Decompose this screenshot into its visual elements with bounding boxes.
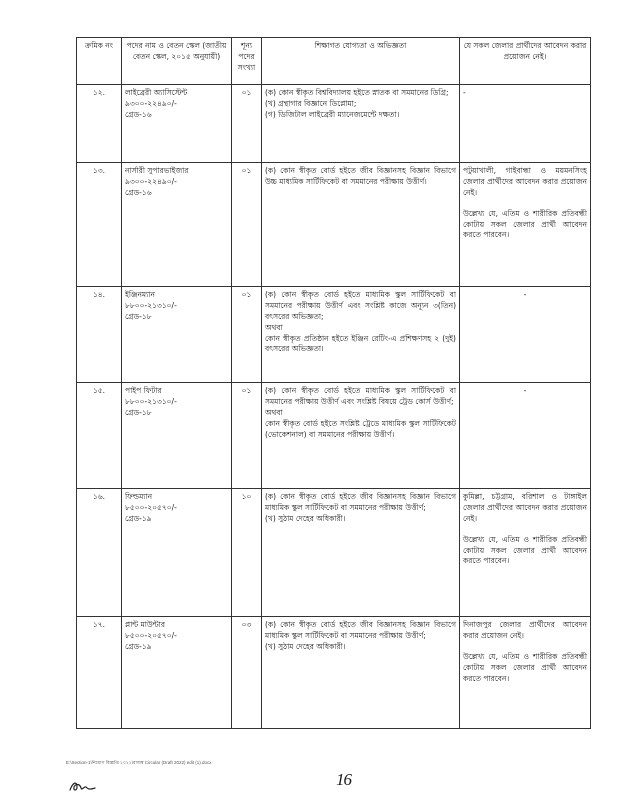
- post-line: লাইব্রেরী অ্যাসিস্টেন্ট: [125, 88, 188, 97]
- serial-cell: ১৪.: [77, 287, 122, 383]
- serial-cell: ১৫.: [77, 383, 122, 489]
- qualification-line: কোন স্বীকৃত বোর্ড হইতে সংশ্লিষ্ট ট্রেডে মাধ্যমিক স্কুল সার্টিফিকেট (ভোকেশনাল) বা সমমানের পরীক্ষায় উত্তীর্ণ।: [265, 418, 456, 439]
- post-line: ৯৩০০-২২৪৯০/-: [125, 176, 177, 186]
- header-excluded-districts: যে সকল জেলার প্রার্থীদের আবেদন করার প্রয়োজন নেই।: [460, 38, 591, 85]
- post-line: গ্রেড-১৯: [125, 641, 152, 651]
- paragraph-gap: [463, 642, 587, 652]
- post-line: নার্সারী সুপারভাইজার: [125, 166, 189, 175]
- post-line: গ্রেড-১৬: [125, 187, 152, 197]
- table-row: [77, 617, 591, 729]
- header-vacancy: শূন্য পদের সংখ্যা: [232, 38, 262, 85]
- header-qualification: শিক্ষাগত যোগ্যতা ও অভিজ্ঞতা: [262, 38, 460, 85]
- qualification-line: (খ) সুঠাম দেহের অধিকারী।: [265, 641, 346, 651]
- serial-cell: ১৭.: [77, 617, 122, 729]
- vacancy-cell: ০১: [232, 85, 262, 163]
- districts-paragraph: কুমিল্লা, চট্টগ্রাম, বরিশাল ও টাঙ্গাইল জেলার প্রার্থীদের আবেদন করার প্রয়োজন নেই।: [463, 492, 587, 523]
- qualification-line: (ক) কোন স্বীকৃত বোর্ড হইতে জীব বিজ্ঞানসহ বিজ্ঞান বিভাগে মাধ্যমিক স্কুল সার্টিফিকেট বা সমমানের পরীক্ষায় উত্তীর্ণ;: [265, 492, 456, 512]
- qualification-cell: [262, 489, 460, 617]
- qualification-line: অথবা: [265, 407, 283, 417]
- post-line: ইঞ্জিনম্যান: [125, 290, 155, 299]
- post-line: গ্রেড-১৬: [125, 109, 152, 119]
- qualification-cell: [262, 383, 460, 489]
- post-line: পাইপ ফিটার: [125, 386, 162, 395]
- excluded-districts-cell: [460, 163, 591, 287]
- vacancy-cell: ১০: [232, 489, 262, 617]
- districts-paragraph: উল্লেখ্য যে, এতিম ও শারীরিক প্রতিবন্ধী কোটায় সকল জেলার প্রার্থী আবেদন করতে পারবেন।: [463, 208, 587, 240]
- post-cell: [122, 383, 232, 489]
- serial-cell: ১৩.: [77, 163, 122, 287]
- post-cell: [122, 617, 232, 729]
- post-line: গ্রেড-১৮: [125, 407, 152, 417]
- post-line: ফিল্ডম্যান: [125, 492, 153, 501]
- table-row: [77, 163, 591, 287]
- header-post-and-pay-scale: পদের নাম ও বেতন স্কেল (জাতীয় বেতন স্কেল, ২০১৫ অনুযায়ী): [122, 38, 232, 85]
- post-line: ৮৮০০-২১৩১০/-: [125, 300, 177, 310]
- signature-mark: [68, 778, 98, 794]
- post-line: ৯৩০০-২২৪৯০/-: [125, 98, 177, 108]
- post-cell: [122, 85, 232, 163]
- excluded-districts-cell: [460, 287, 591, 383]
- post-line: গ্রেড-১৮: [125, 311, 152, 321]
- vacancy-cell: ০১: [232, 163, 262, 287]
- vacancy-cell: ০১: [232, 383, 262, 489]
- qualification-line: অথবা: [265, 322, 283, 332]
- footer-file-path: E:\Section-1\নিয়োগ বিজ্ঞপ্তি ২০২২\রাজস্ব Circular (Draft 2022) edit (1).docx: [66, 760, 212, 765]
- vacancy-cell: ০১: [232, 287, 262, 383]
- table-row: [77, 85, 591, 163]
- qualification-cell: [262, 287, 460, 383]
- districts-paragraph: -: [523, 290, 527, 299]
- qualification-line: (ক) কোন স্বীকৃত বোর্ড হইতে জীব বিজ্ঞানসহ বিজ্ঞান বিভাগে মাধ্যমিক স্কুল সার্টিফিকেট বা সমমানের পরীক্ষায় উত্তীর্ণ;: [265, 620, 456, 640]
- post-cell: [122, 163, 232, 287]
- qualification-line: (ক) কোন স্বীকৃত বোর্ড হইতে মাধ্যমিক স্কুল সার্টিফিকেট বা সমমানের পরীক্ষায় উত্তীর্ণ এবং সংশ্লিষ্ট বিষয়ে ট্রেড কোর্স উত্তীর্ণ;: [265, 386, 456, 406]
- recruitment-table: [76, 37, 591, 729]
- paragraph-gap: [463, 525, 587, 535]
- post-line: প্লান্ট মাউন্টার: [125, 620, 165, 629]
- header-serial: ক্রমিক নং: [77, 38, 122, 85]
- districts-paragraph: -: [523, 386, 527, 395]
- post-line: গ্রেড-১৯: [125, 513, 152, 523]
- qualification-cell: [262, 85, 460, 163]
- table-header-row: [77, 38, 591, 85]
- excluded-districts-cell: [460, 489, 591, 617]
- post-line: ৮৫০০-২০৫৭০/-: [125, 502, 177, 512]
- districts-paragraph: উল্লেখ্য যে, এতিম ও শারীরিক প্রতিবন্ধী কোটায় সকল জেলার প্রার্থী আবেদন করতে পারবেন।: [463, 651, 587, 683]
- qualification-cell: [262, 617, 460, 729]
- page-number: 16: [336, 770, 351, 789]
- qualification-line: (খ) সুঠাম দেহের অধিকারী।: [265, 513, 346, 523]
- vacancy-cell: ০৩: [232, 617, 262, 729]
- post-line: ৮৮০০-২১৩১০/-: [125, 396, 177, 406]
- post-cell: [122, 287, 232, 383]
- serial-cell: ১৬.: [77, 489, 122, 617]
- excluded-districts-cell: [460, 383, 591, 489]
- post-line: ৮৫০০-২০৫৭০/-: [125, 630, 177, 640]
- qualification-line: (গ) ডিজিটাল লাইব্রেরী ম্যানেজমেন্টে দক্ষতা।: [265, 109, 400, 119]
- qualification-line: (ক) কোন স্বীকৃত বোর্ড হইতে জীব বিজ্ঞানসহ বিজ্ঞান বিভাগে উচ্চ মাধ্যমিক সার্টিফিকেট বা সমমানের পরীক্ষায় উত্তীর্ণ।: [265, 166, 456, 186]
- districts-paragraph: উল্লেখ্য যে, এতিম ও শারীরিক প্রতিবন্ধী কোটায় সকল জেলার প্রার্থী আবেদন করতে পারবেন।: [463, 534, 587, 566]
- qualification-line: (ক) কোন স্বীকৃত বিশ্ববিদ্যালয় হইতে স্নাতক বা সমমানের ডিগ্রি;: [265, 88, 449, 97]
- table-row: [77, 489, 591, 617]
- serial-cell: ১২.: [77, 85, 122, 163]
- table-row: [77, 383, 591, 489]
- qualification-line: কোন স্বীকৃত প্রতিষ্ঠান হইতে ইঞ্জিন রেটিং-এ প্রশিক্ষণসহ ২ (দুই) বৎসরের অভিজ্ঞতা।: [265, 333, 456, 354]
- paragraph-gap: [463, 199, 587, 209]
- post-cell: [122, 489, 232, 617]
- districts-paragraph: পটুয়াখালী, গাইবান্ধা ও ময়মনসিংহ জেলার প্রার্থীদের আবেদন করার প্রয়োজন নেই।: [463, 166, 587, 197]
- excluded-districts-cell: [460, 617, 591, 729]
- excluded-districts-cell: [460, 85, 591, 163]
- qualification-line: (খ) গ্রন্থাগার বিজ্ঞানে ডিপ্লোমা;: [265, 98, 357, 108]
- qualification-line: (ক) কোন স্বীকৃত বোর্ড হইতে মাধ্যমিক স্কুল সার্টিফিকেট বা সমমানের পরীক্ষায় উত্তীর্ণ এবং সংশ্লিষ্ট কাজে অন্যূন ৩(তিন) বৎসরের অভিজ্ঞতা;: [265, 290, 456, 321]
- districts-paragraph: দিনাজপুর জেলার প্রার্থীদের আবেদন করার প্রয়োজন নেই।: [463, 620, 587, 640]
- table-row: [77, 287, 591, 383]
- qualification-cell: [262, 163, 460, 287]
- districts-paragraph: -: [463, 88, 466, 97]
